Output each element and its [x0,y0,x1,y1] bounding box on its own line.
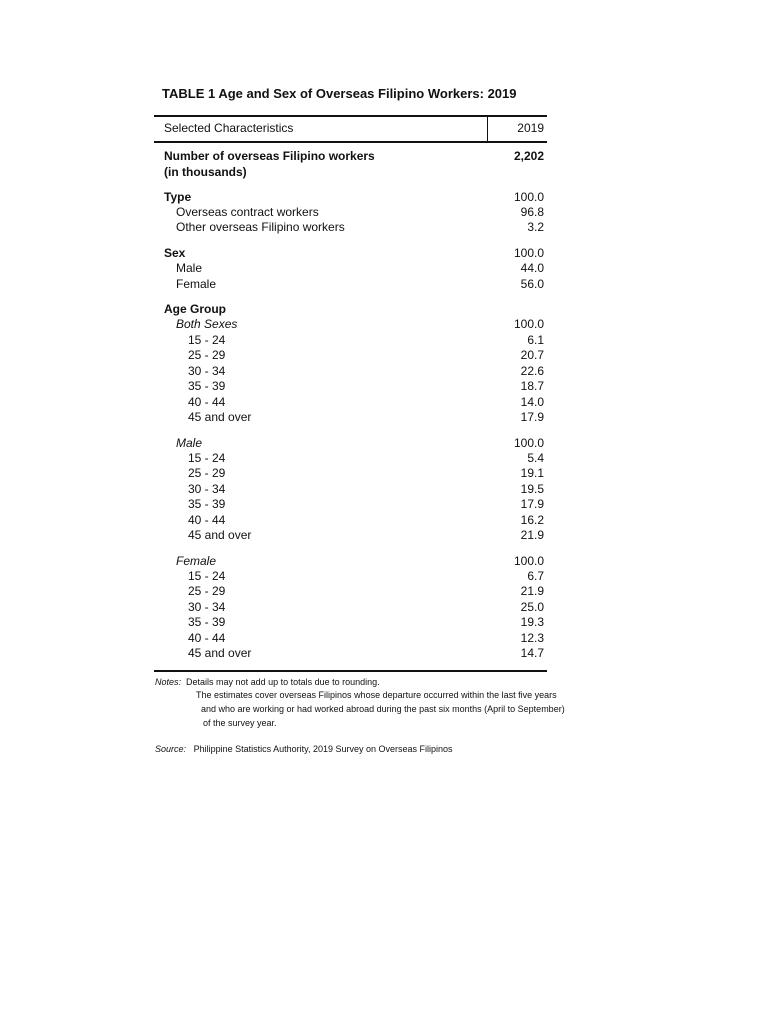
header-rule [154,141,547,143]
row-value: 5.4 [527,451,544,465]
row-label: 25 - 29 [188,584,226,598]
row-value: 44.0 [520,261,544,275]
source-text: Philippine Statistics Authority, 2019 Survey on Overseas Filipinos [193,744,453,754]
row-both-30-34 [0,364,768,380]
row-value: 19.1 [520,466,544,480]
source-line: Source: Philippine Statistics Authority, 2019 Survey on Overseas Filipinos [155,744,453,754]
row-number-of-workers [0,149,768,165]
row-male-30-34 [0,482,768,498]
column-header-year: 2019 [517,121,544,135]
row-male-25-29 [0,466,768,482]
row-both-45-over [0,410,768,426]
row-both-35-39 [0,379,768,395]
row-label: 30 - 34 [188,482,226,496]
row-label: Female [176,554,217,568]
row-label: (in thousands) [164,165,247,179]
column-header-characteristics: Selected Characteristics [164,121,294,135]
row-both-40-44 [0,395,768,411]
row-value: 19.5 [520,482,544,496]
row-label: 30 - 34 [188,600,226,614]
row-label: Sex [164,246,186,260]
row-value: 16.2 [520,513,544,527]
row-value: 19.3 [520,615,544,629]
row-male-35-39 [0,497,768,513]
row-label: Both Sexes [176,317,238,331]
row-label: 40 - 44 [188,513,226,527]
row-value: 14.7 [520,646,544,660]
row-both-25-29 [0,348,768,364]
row-value: 21.9 [520,528,544,542]
row-male-45-over [0,528,768,544]
row-label: 15 - 24 [188,333,226,347]
header-divider [487,117,488,141]
notes-line-1: Notes: Details may not add up to totals due to rounding. [155,677,380,687]
row-label: 30 - 34 [188,364,226,378]
row-both-15-24 [0,333,768,349]
notes-label: Notes [155,677,179,687]
row-label: 35 - 39 [188,615,226,629]
row-value: 6.1 [527,333,544,347]
row-value: 20.7 [520,348,544,362]
row-label: 25 - 29 [188,466,226,480]
row-value: 12.3 [520,631,544,645]
row-label: Number of overseas Filipino workers [164,149,375,163]
row-value: 17.9 [520,410,544,424]
row-label: Overseas contract workers [176,205,319,219]
row-label: Age Group [164,302,226,316]
row-value: 6.7 [527,569,544,583]
row-sex-female [0,277,768,293]
row-label: 45 and over [188,646,252,660]
bottom-rule [154,670,547,672]
row-female-25-29 [0,584,768,600]
row-type-other [0,220,768,236]
row-label: Type [164,190,192,204]
row-label: Male [176,261,203,275]
row-value: 25.0 [520,600,544,614]
row-label: 15 - 24 [188,451,226,465]
notes-line-4: of the survey year. [203,718,277,728]
row-label: 25 - 29 [188,348,226,362]
row-value: 3.2 [527,220,544,234]
row-value: 100.0 [513,190,544,204]
source-label: Source [155,744,184,754]
notes-line-2: The estimates cover overseas Filipinos whose departure occurred within the last five years [196,690,557,700]
row-value: 21.9 [520,584,544,598]
row-type [0,190,768,206]
row-age-group [0,302,768,318]
row-value: 18.7 [520,379,544,393]
top-rule [154,115,547,117]
row-label: 40 - 44 [188,395,226,409]
row-label: Female [176,277,217,291]
row-female-30-34 [0,600,768,616]
row-male-40-44 [0,513,768,529]
row-value: 100.0 [513,246,544,260]
row-label: 45 and over [188,528,252,542]
row-in-thousands [0,165,768,181]
row-female [0,554,768,570]
row-label: Other overseas Filipino workers [176,220,345,234]
row-value: 100.0 [513,554,544,568]
row-label: Male [176,436,203,450]
row-both-sexes [0,317,768,333]
notes-text-1: Details may not add up to totals due to rounding. [186,677,380,687]
row-value: 14.0 [520,395,544,409]
row-female-40-44 [0,631,768,647]
row-label: 45 and over [188,410,252,424]
row-sex-male [0,261,768,277]
row-male [0,436,768,452]
row-female-35-39 [0,615,768,631]
row-value: 96.8 [520,205,544,219]
notes-line-3: and who are working or had worked abroad during the past six months (April to September) [201,704,565,714]
table-title: TABLE 1 Age and Sex of Overseas Filipino Workers: 2019 [162,86,517,101]
row-label: 40 - 44 [188,631,226,645]
row-label: 35 - 39 [188,379,226,393]
row-type-contract [0,205,768,221]
row-value: 56.0 [520,277,544,291]
row-value: 100.0 [513,436,544,450]
row-value: 2,202 [513,149,544,163]
row-sex [0,246,768,262]
row-label: 15 - 24 [188,569,226,583]
row-value: 22.6 [520,364,544,378]
row-female-15-24 [0,569,768,585]
row-label: 35 - 39 [188,497,226,511]
row-male-15-24 [0,451,768,467]
row-value: 17.9 [520,497,544,511]
row-value: 100.0 [513,317,544,331]
row-female-45-over [0,646,768,662]
